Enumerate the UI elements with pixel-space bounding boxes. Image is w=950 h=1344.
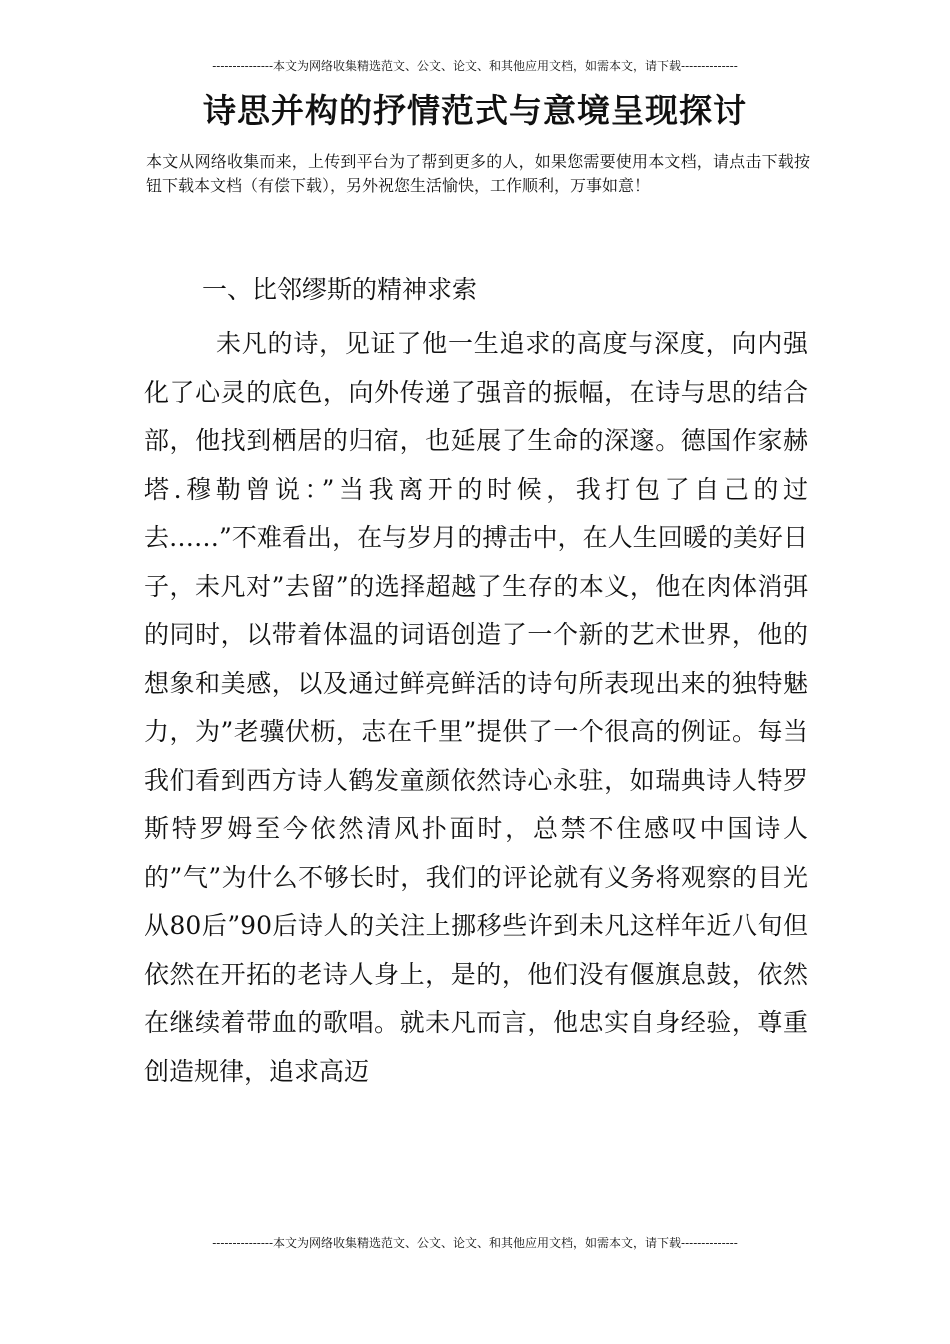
footer-banner: ---------------本文为网络收集精选范文、公文、论文、和其他应用文档，如需本文，请下载-------------- [212,1236,738,1250]
section-heading: 一、比邻缪斯的精神求索 [202,275,478,304]
header-banner: ---------------本文为网络收集精选范文、公文、论文、和其他应用文档，如需本文，请下载-------------- [212,59,738,73]
download-notice: 本文从网络收集而来，上传到平台为了帮到更多的人，如果您需要使用本文档，请点击下载按钮下载本文档（有偿下载），另外祝您生活愉快，工作顺利，万事如意！ [146,152,810,195]
document-title: 诗思并构的抒情范式与意境呈现探讨 [203,91,747,130]
body-paragraph: 未凡的诗，见证了他一生追求的高度与深度，向内强化了心灵的底色，向外传递了强音的振幅，在诗与思的结合部，他找到栖居的归宿，也延展了生命的深邃。德国作家赫塔.穆勒曾说：”当我离开的时候，我打包了自己的过去……”不难看出，在与岁月的搏击中，在人生回暖的美好日子，未凡对”去留”的选择超越了生存的本义，他在肉体消弭的同时，以带着体温的词语创造了一个新的艺术世界，他的想象和美感，以及通过鲜亮鲜活的诗句所表现出来的独特魅力，为”老骥伏枥，志在千里”提供了一个很高的例证。每当我们看到西方诗人鹤发童颜依然诗心永驻，如瑞典诗人特罗斯特罗姆至今依然清风扑面时，总禁不住感叹中国诗人的”气”为什么不够长时，我们的评论就有义务将观察的目光从80后”90后诗人的关注上挪移些许到未凡这样年近八旬但依然在开拓的老诗人身上，是的，他们没有偃旗息鼓，依然在继续着带血的歌唱。就未凡而言，他忠实自身经验，尊重创造规律，追求高迈 [144,329,808,1086]
